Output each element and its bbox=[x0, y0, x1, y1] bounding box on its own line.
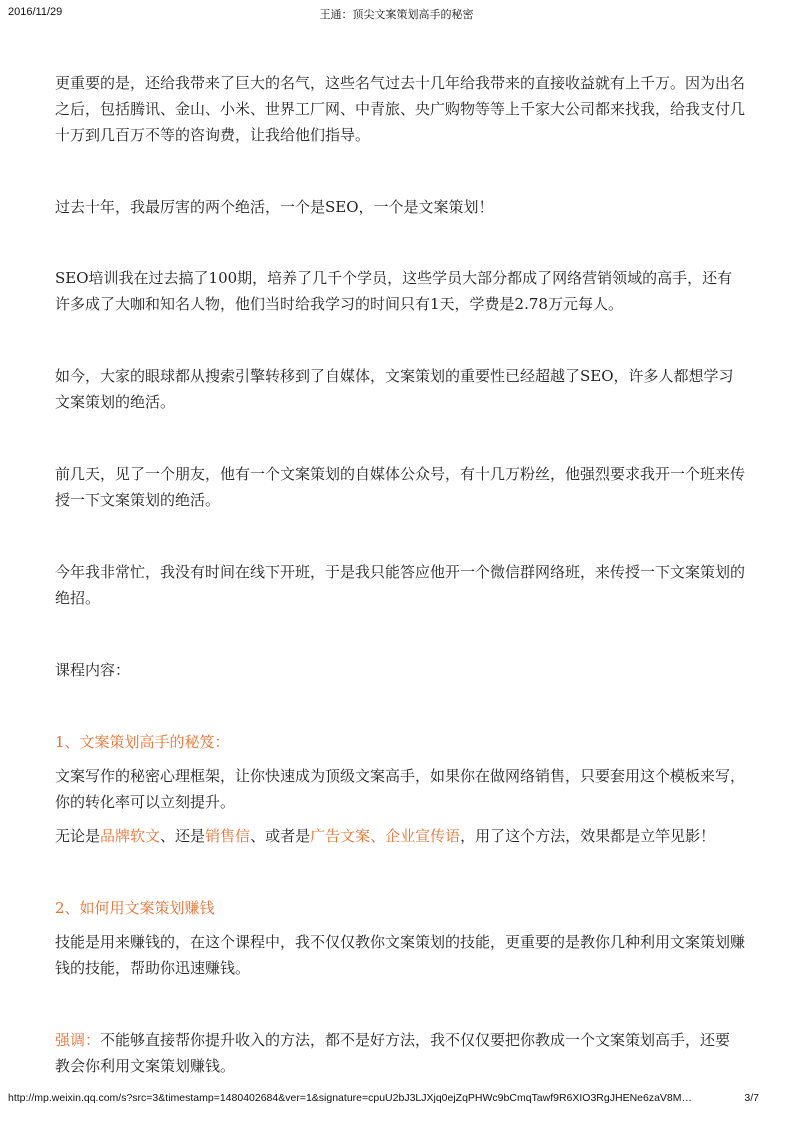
paragraph-fame: 更重要的是，还给我带来了巨大的名气，这些名气过去十几年给我带来的直接收益就有上千万。因为出名之后，包括腾讯、金山、小米、世界工厂网、中青旅、央广购物等等上千家大公司都来找我，给我支付几十万到几百万不等的咨询费，让我给他们指导。 bbox=[55, 74, 746, 144]
emphasis-label: 强调： bbox=[55, 1031, 101, 1049]
highlight-ad-copy: 广告文案、企业宣传语 bbox=[310, 827, 461, 845]
print-date: 2016/11/29 bbox=[8, 6, 63, 18]
emphasis-paragraph bbox=[55, 1027, 745, 1079]
source-url: http://mp.weixin.qq.com/s?src=3&timestamp=1480402684&ver=1&signature=cpuU2bJ3LJXjq0ejZqPHWc9bCmqTawf9R6XIO3RgJHENe6zaV8M… bbox=[8, 1092, 693, 1104]
emphasis-text: 不能够直接帮你提升收入的方法，都不是好方法，我不仅仅要把你教成一个文案策划高手，还要教会你利用文案策划赚钱。 bbox=[55, 1031, 731, 1075]
course-content-label: 课程内容： bbox=[55, 661, 131, 679]
section-1-heading: 1、文案策划高手的秘笈： bbox=[55, 733, 230, 751]
article-body bbox=[55, 70, 745, 1079]
paragraph-self-media: 如今，大家的眼球都从搜索引擎转移到了自媒体，文案策划的重要性已经超越了SEO，许多人都想学习文案策划的绝活。 bbox=[55, 367, 734, 411]
text-run: ，用了这个方法，效果都是立竿见影！ bbox=[460, 827, 716, 845]
paragraph-online-class: 今年我非常忙，我没有时间在线下开班，于是我只能答应他开一个微信群网络班，来传授一下文案策划的绝招。 bbox=[55, 563, 746, 607]
paragraph-friend-request: 前几天，见了一个朋友，他有一个文案策划的自媒体公众号，有十几万粉丝，他强烈要求我开一个班来传授一下文案策划的绝活。 bbox=[55, 465, 746, 509]
highlight-brand-article: 品牌软文 bbox=[100, 827, 161, 845]
paragraph-two-skills: 过去十年，我最厉害的两个绝活，一个是SEO，一个是文案策划！ bbox=[55, 198, 494, 216]
text-run: 无论是 bbox=[55, 827, 101, 845]
section-1-paragraph-2 bbox=[55, 823, 745, 849]
section-2-paragraph-1: 技能是用来赚钱的，在这个课程中，我不仅仅教你文案策划的技能，更重要的是教你几种利用文案策划赚钱的技能，帮助你迅速赚钱。 bbox=[55, 933, 746, 977]
page-number: 3/7 bbox=[744, 1092, 759, 1104]
section-2-heading: 2、如何用文案策划赚钱 bbox=[55, 899, 215, 917]
page-title: 王通：顶尖文案策划高手的秘密 bbox=[319, 8, 474, 21]
highlight-sales-letter: 销售信 bbox=[205, 827, 251, 845]
text-run: 、还是 bbox=[160, 827, 206, 845]
paragraph-seo-training: SEO培训我在过去搞了100期，培养了几千个学员，这些学员大部分都成了网络营销领域的高手，还有许多成了大咖和知名人物，他们当时给我学习的时间只有1天，学费是2.78万元每人。 bbox=[55, 269, 733, 313]
text-run: 、或者是 bbox=[250, 827, 311, 845]
section-1-paragraph-1: 文案写作的秘密心理框架，让你快速成为顶级文案高手，如果你在做网络销售，只要套用这个模板来写，你的转化率可以立刻提升。 bbox=[55, 767, 746, 811]
